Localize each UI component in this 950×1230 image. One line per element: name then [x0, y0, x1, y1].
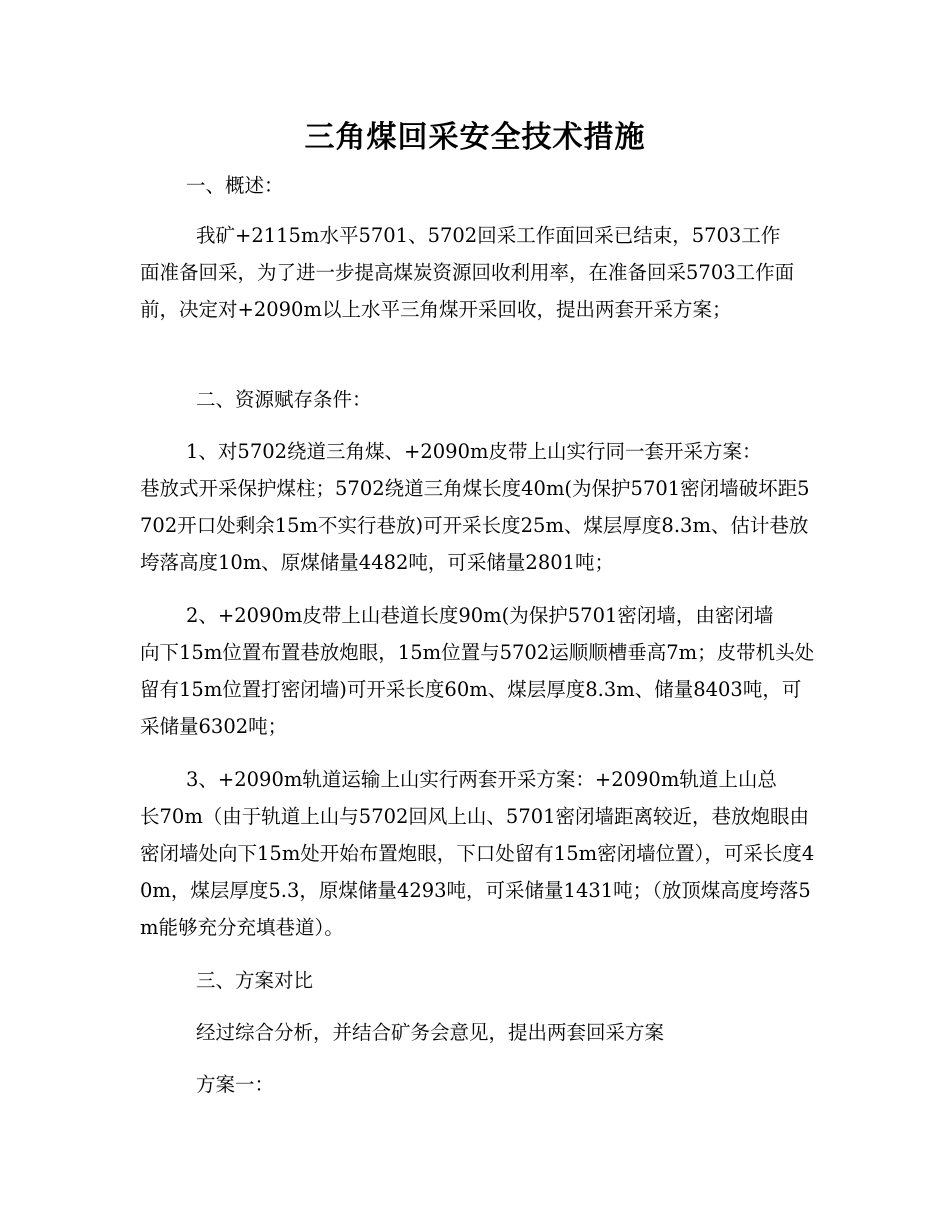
document-title: 三角煤回采安全技术措施: [304, 120, 646, 155]
plan-one-heading: 方案一：: [196, 1073, 275, 1096]
resource-item-2-first-line: 2、+2090m皮带上山巷道长度90m(为保护5701密闭墙，由密闭墙: [186, 604, 774, 627]
resource-item-1-body: 巷放式开采保护煤柱；5702绕道三角煤长度40m(为保护5701密闭墙破坏距5702开口处剩余15m不实行巷放)可开采长度25m、煤层厚度8.3m、估计巷放垮落高度10m、原煤储量4482吨，可采储量2801吨；: [140, 477, 810, 574]
section-heading-comparison: 三、方案对比: [196, 969, 314, 992]
overview-paragraph-body: 面准备回采，为了进一步提高煤炭资源回收利用率，在准备回采5703工作面前，决定对+2090m以上水平三角煤开采回收，提出两套开采方案；: [140, 261, 795, 321]
resource-item-3-body: 长70m（由于轨道上山与5702回风上山、5701密闭墙距离较近，巷放炮眼由密闭墙处向下15m处开始布置炮眼，下口处留有15m密闭墙位置），可采长度40m，煤层厚度5.3，原煤储量4293吨，可采储量1431吨；（放顶煤高度垮落5m能够充分充填巷道）。: [140, 805, 815, 939]
resource-item-3-first-line: 3、+2090m轨道运输上山实行两套开采方案：+2090m轨道上山总: [186, 768, 777, 791]
section-heading-resources: 二、资源赋存条件：: [196, 388, 372, 411]
comparison-paragraph: 经过综合分析，并结合矿务会意见，提出两套回采方案: [196, 1021, 665, 1044]
section-heading-overview: 一、概述：: [186, 174, 284, 197]
resource-item-1-first-line: 1、对5702绕道三角煤、+2090m皮带上山实行同一套开采方案：: [186, 440, 762, 463]
overview-paragraph-first-line: 我矿+2115m水平5701、5702回采工作面回采已结束，5703工作: [196, 224, 781, 247]
resource-item-2-body: 向下15m位置布置巷放炮眼，15m位置与5702运顺顺槽垂高7m；皮带机头处留有15m位置打密闭墙)可开采长度60m、煤层厚度8.3m、储量8403吨，可采储量6302吨；: [140, 641, 815, 738]
